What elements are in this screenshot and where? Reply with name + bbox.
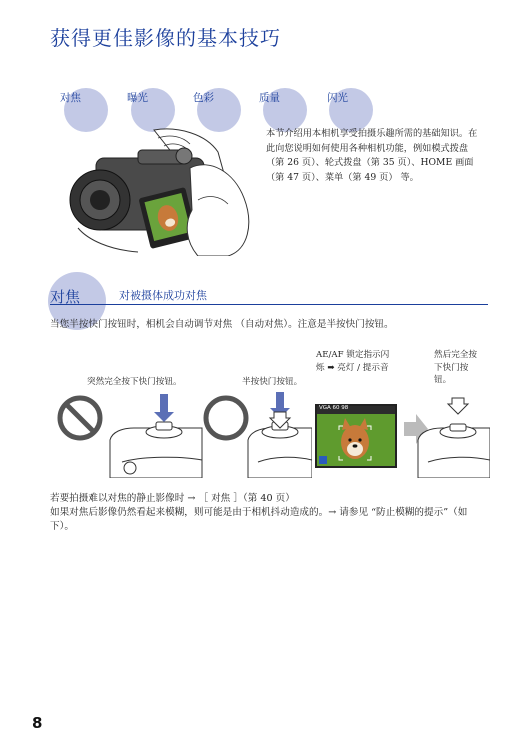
nav-item-exposure[interactable]: 曝光: [127, 92, 148, 104]
nav-item-color[interactable]: 色彩: [193, 92, 214, 104]
caption-full-press: 然后完全按下快门按钮。: [434, 350, 477, 385]
page-number: 8: [32, 714, 43, 732]
focus-paragraph: 当您半按快门按钮时，相机会自动调节对焦 （自动对焦）。注意是半按快门按钮。: [50, 319, 394, 330]
nav-item-focus[interactable]: 对焦: [60, 92, 81, 104]
note-hard-to-focus: 若要拍摄难以对焦的静止影像时 → ［ 对焦 ］（第 40 页）: [50, 493, 295, 504]
caption-full-press-wrong: 突然完全按下快门按钮。: [87, 377, 182, 387]
note-camera-shake: 如果对焦后影像仍然看起来模糊，则可能是由于相机抖动造成的。→ 请参见 “防止模糊的提示”（如下）。: [50, 507, 468, 532]
section-title: 对焦: [50, 288, 81, 306]
topic-nav: [0, 82, 530, 132]
lcd-readout: VGA 60 98: [319, 405, 349, 411]
section-subtitle: 对被摄体成功对焦: [119, 289, 207, 302]
full-press-illustration: [412, 392, 490, 478]
page-title: 获得更佳影像的基本技巧: [50, 26, 281, 50]
nav-item-flash[interactable]: 闪光: [327, 92, 348, 104]
lcd-focus-screen: [315, 404, 397, 468]
nav-item-quality[interactable]: 质量: [259, 92, 280, 104]
caption-ae-af-lock: AE/AF 锁定指示闪烁 ➡ 亮灯 / 提示音: [316, 350, 390, 373]
intro-text: 本节介绍用本相机享受拍摄乐趣所需的基础知识。在此向您说明如何使用各种相机功能，例如模式拨盘 （第 26 页）、轮式拨盘（第 35 页）、HOME 画面 （第 47 页）、菜单（第 49 页） 等。: [266, 128, 478, 183]
wrong-press-illustration: [52, 392, 210, 478]
half-press-illustration: [200, 392, 312, 478]
camera-in-hands-illustration: [58, 128, 258, 256]
caption-half-press: 半按快门按钮。: [242, 377, 303, 387]
section-rule: [50, 304, 488, 305]
